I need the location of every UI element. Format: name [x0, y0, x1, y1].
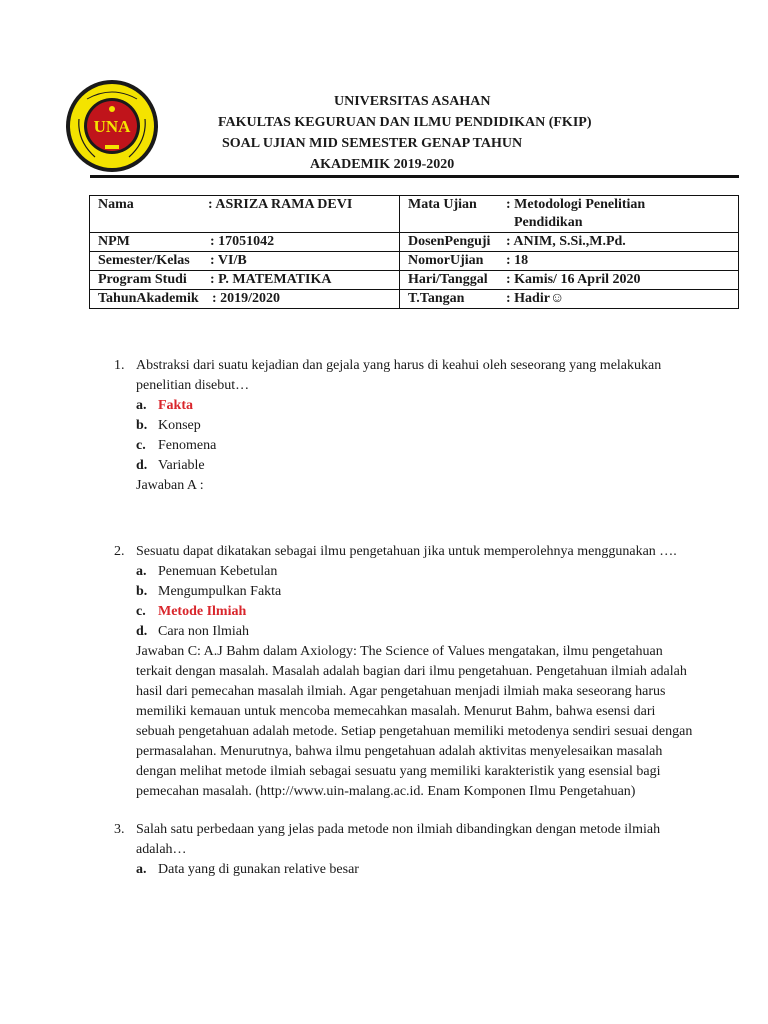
name-label: Nama — [98, 197, 134, 212]
info-row — [90, 290, 739, 309]
examiner-label: DosenPenguji — [408, 234, 491, 249]
option-text: Fenomena — [158, 438, 217, 453]
semester-label: Semester/Kelas — [98, 253, 190, 268]
header-divider — [90, 175, 739, 178]
option-letter: c. — [136, 604, 146, 619]
logo-text: UNA — [93, 117, 131, 136]
subject-value-cont: Pendidikan — [514, 215, 583, 230]
option-letter: a. — [136, 862, 147, 877]
program-label: Program Studi — [98, 272, 187, 287]
semester-value: : VI/B — [210, 253, 247, 268]
question-text: Salah satu perbedaan yang jelas pada metode non ilmiah dibandingkan dengan metode ilmiah adalah… — [136, 822, 661, 857]
option-text: Data yang di gunakan relative besar — [158, 862, 359, 877]
question-1 — [114, 356, 694, 496]
option-text: Penemuan Kebetulan — [158, 564, 278, 579]
examiner-value: : ANIM, S.Si.,M.Pd. — [506, 234, 626, 249]
option-letter: a. — [136, 398, 147, 413]
exam-number-label: NomorUjian — [408, 253, 484, 268]
university-logo — [65, 79, 159, 173]
student-info-table — [89, 195, 739, 309]
option-letter: d. — [136, 624, 148, 639]
questions-section — [114, 356, 694, 880]
question-3 — [114, 820, 694, 880]
option-text-correct: Fakta — [158, 398, 193, 413]
option-b — [136, 582, 694, 602]
date-value: : Kamis/ 16 April 2020 — [506, 272, 641, 287]
option-text: Konsep — [158, 418, 201, 433]
header-academic-year: AKADEMIK 2019-2020 — [310, 157, 455, 172]
option-letter: c. — [136, 438, 146, 453]
option-a — [136, 860, 694, 880]
academic-year-value: : 2019/2020 — [212, 291, 281, 306]
info-row — [90, 196, 739, 233]
subject-value: : Metodologi Penelitian — [506, 197, 646, 212]
npm-value: : 17051042 — [210, 234, 275, 249]
option-text: Mengumpulkan Fakta — [158, 584, 282, 599]
info-row — [90, 252, 739, 271]
option-d — [136, 622, 694, 642]
option-letter: d. — [136, 458, 148, 473]
option-text-correct: Metode Ilmiah — [158, 604, 247, 619]
answer-text: Jawaban C: A.J Bahm dalam Axiology: The Science of Values mengatakan, ilmu pengetahuan terkait dengan masalah. Masalah adalah bagian dari ilmu pengetahuan. Pengetahuan ilmiah adalah hasil dari pemecahan masalah ilmiah. Agar pengetahuan menjadi ilmiah maka seseorang harus memiliki kemauan untuk mencoba memecahkan masalah. Menurut Bahm, bahwa esensi dari sebuah pengetahuan adalah metode. Setiap pengetahuan memiliki metodenya sendiri sesuai dengan permasalahan. Menurutnya, bahwa ilmu pengetahuan adalah aktivitas menyelesaikan masalah dengan melihat metode ilmiah sebagai sesuatu yang memiliki karakteristik yang esensial bagi pemecahan masalah. (http://www.uin-malang.ac.id. Enam Komponen Ilmu Pengetahuan) — [136, 644, 693, 799]
question-number: 1. — [114, 358, 125, 373]
info-row — [90, 271, 739, 290]
option-letter: b. — [136, 584, 148, 599]
header-exam-title: SOAL UJIAN MID SEMESTER GENAP TAHUN — [222, 136, 523, 151]
option-a — [136, 396, 694, 416]
question-number: 2. — [114, 544, 125, 559]
question-number: 3. — [114, 822, 125, 837]
option-text: Variable — [158, 458, 205, 473]
program-value: : P. MATEMATIKA — [210, 272, 332, 287]
option-b — [136, 416, 694, 436]
option-c — [136, 602, 694, 622]
signature-label: T.Tangan — [408, 291, 465, 306]
date-label: Hari/Tanggal — [408, 272, 488, 287]
npm-label: NPM — [98, 234, 130, 249]
question-2 — [114, 542, 694, 802]
academic-year-label: TahunAkademik — [98, 291, 199, 306]
question-text: Sesuatu dapat dikatakan sebagai ilmu pengetahuan jika untuk memperolehnya menggunakan …. — [136, 544, 677, 559]
name-value: : ASRIZA RAMA DEVI — [208, 197, 353, 212]
signature-value: : Hadir☺ — [506, 291, 565, 306]
option-d — [136, 456, 694, 476]
option-a — [136, 562, 694, 582]
option-letter: b. — [136, 418, 148, 433]
header-university: UNIVERSITAS ASAHAN — [334, 94, 491, 109]
answer-text: Jawaban A : — [136, 478, 204, 493]
info-row — [90, 233, 739, 252]
option-c — [136, 436, 694, 456]
option-letter: a. — [136, 564, 147, 579]
question-text: Abstraksi dari suatu kejadian dan gejala yang harus di keahui oleh seseorang yang melakukan penelitian disebut… — [136, 358, 662, 393]
exam-number-value: : 18 — [506, 253, 529, 268]
header-faculty: FAKULTAS KEGURUAN DAN ILMU PENDIDIKAN (FKIP) — [218, 115, 592, 130]
subject-label: Mata Ujian — [408, 197, 477, 212]
option-text: Cara non Ilmiah — [158, 624, 249, 639]
